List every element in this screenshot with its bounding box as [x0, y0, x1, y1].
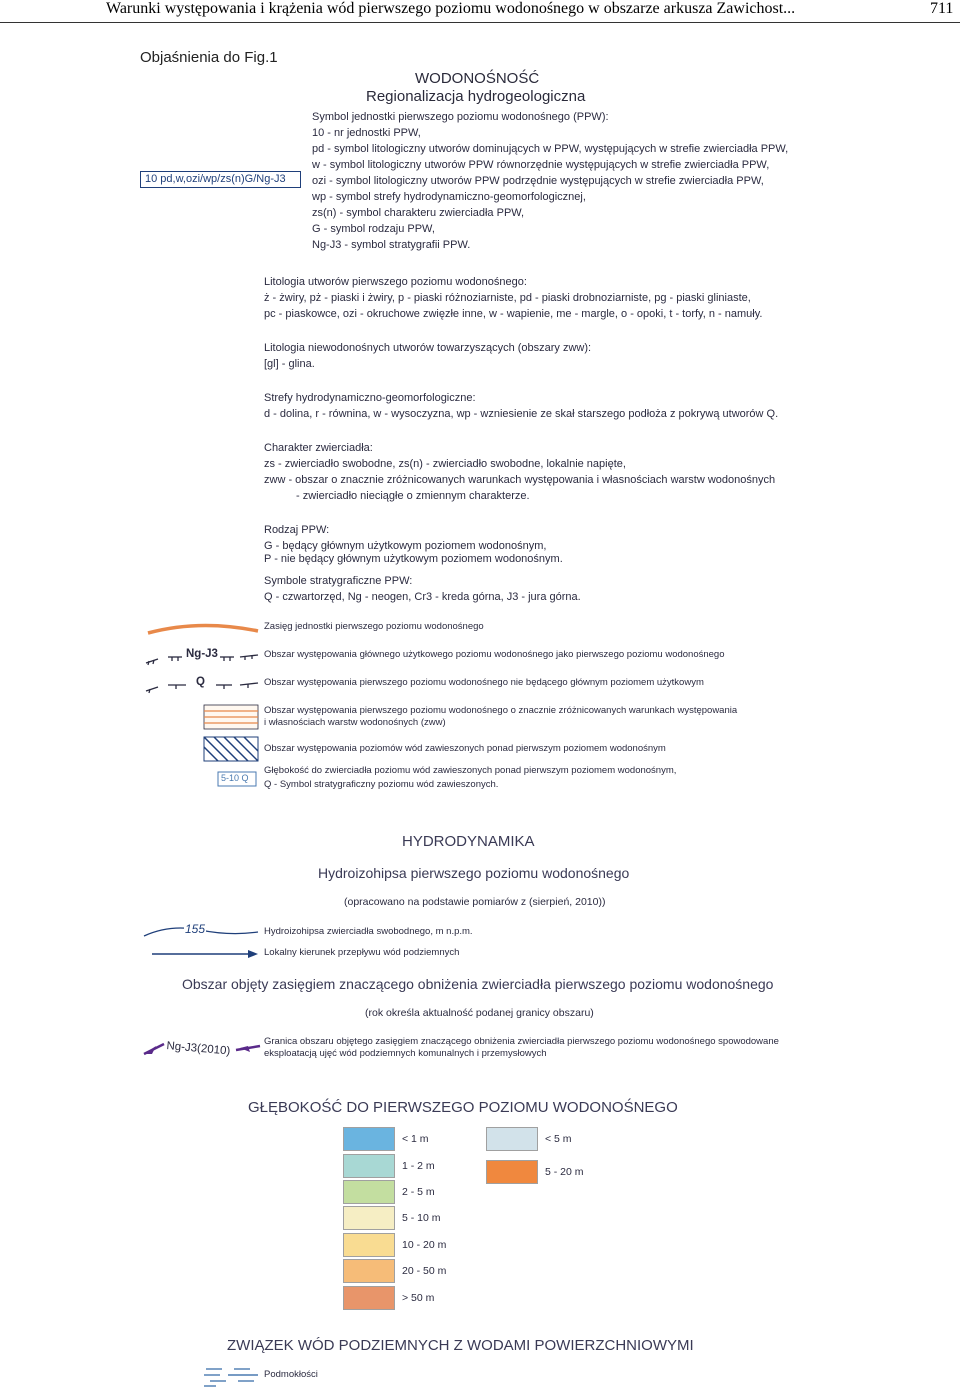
legend-symbol-ng-j3: Ng-J3: [186, 648, 218, 660]
symbol-line: Symbol jednostki pierwszego poziomu wodonośnego (PPW):: [312, 111, 609, 123]
lithology-line: pc - piaskowce, ozi - okruchowe zwięzłe inne, w - wapienie, me - margle, o - opoki, t - torfy, n - namuły.: [264, 308, 763, 320]
legend-symbol-perched-depth: 5-10 Q: [221, 773, 249, 783]
section-title-relation: ZWIĄZEK WÓD PODZIEMNYCH Z WODAMI POWIERZCHNIOWYMI: [227, 1337, 694, 1354]
strat-line: Symbole stratygraficzne PPW:: [264, 575, 413, 587]
zones-line: Strefy hydrodynamiczno-geomorfologiczne:: [264, 392, 476, 404]
depth-label: 20 - 50 m: [402, 1265, 447, 1278]
depth-label: 5 - 20 m: [545, 1165, 584, 1178]
flow-arrow-head-icon: [248, 950, 258, 958]
type-line: Rodzaj PPW:: [264, 524, 330, 536]
legend-text-perched: Obszar występowania poziomów wód zawieszonych ponad pierwszym poziomem wodonośnym: [264, 743, 666, 754]
depth-label: > 50 m: [402, 1291, 435, 1304]
depth-swatch: [343, 1180, 395, 1204]
water-table-line: - zwierciadło nieciągłe o zmiennym charakterze.: [296, 490, 530, 502]
depth-legend-item: [343, 1284, 446, 1310]
running-header-title: Warunki występowania i krążenia wód pierwszego poziomu wodonośnego w obszarze arkusza Zawichost...: [106, 0, 796, 17]
symbol-line: ozi - symbol litologiczny utworów PPW podrzędnie występujących w strefie zwierciadła PPW,: [312, 175, 764, 187]
symbol-explanation: [312, 109, 788, 253]
water-table-block: [264, 440, 775, 504]
flow-text: Lokalny kierunek przepływu wód podziemnych: [264, 947, 460, 958]
depth-label: 5 - 10 m: [402, 1212, 441, 1225]
depth-legend-left: [343, 1126, 446, 1311]
depth-legend-item: [343, 1152, 446, 1178]
depth-legend-item: [486, 1158, 584, 1184]
zww-area-icon: [204, 705, 258, 729]
depth-label: < 5 m: [545, 1133, 572, 1146]
depression-boundary-text-2: eksploatacją ujęć wód podziemnych komunalnych i przemysłowych: [264, 1048, 547, 1059]
depth-legend-item: [343, 1126, 446, 1152]
section-title-hydrodynamika: HYDRODYNAMIKA: [402, 833, 535, 850]
isohypse-value: 155: [185, 922, 206, 936]
depression-boundary-text: Granica obszaru objętego zasięgiem znaczącego obniżenia zwierciadła pierwszego poziomu wodonośnego spowodowane: [264, 1036, 779, 1047]
legend-text-zww: Obszar występowania pierwszego poziomu wodonośnego o znacznie zróżnicowanych warunkach występowania: [264, 705, 738, 716]
symbol-line: w - symbol litologiczny utworów PPW równorzędnie występujących w strefie zwierciadła PPW,: [312, 159, 770, 171]
depression-boundary-label: Ng-J3(2010): [165, 1040, 231, 1058]
depth-swatch: [343, 1206, 395, 1230]
lithology-block: [264, 274, 762, 322]
depression-title: Obszar objęty zasięgiem znaczącego obniżenia zwierciadła pierwszego poziomu wodonośnego: [182, 976, 774, 992]
nonaquifer-line: Litologia niewodonośnych utworów towarzyszących (obszary zww):: [264, 342, 592, 354]
zones-line: d - dolina, r - równina, w - wysoczyzna, wp - wzniesienie ze skał starszego podłoża z pokrywą utworów Q.: [264, 408, 779, 420]
isohypse-text: Hydroizohipsa zwierciadła swobodnego, m n.p.m.: [264, 926, 473, 937]
type-block: [264, 522, 563, 567]
depth-swatch: [343, 1127, 395, 1151]
legend-text-unit-boundary: Zasięg jednostki pierwszego poziomu wodonośnego: [264, 621, 484, 632]
type-line: G - będący głównym użytkowym poziomem wodonośnym,: [264, 540, 547, 552]
unit-boundary-icon: [148, 625, 258, 633]
zones-block: [264, 390, 778, 422]
hydrodynamika-subtitle: Hydroizohipsa pierwszego poziomu wodonośnego: [318, 865, 630, 881]
strat-line: Q - czwartorzęd, Ng - neogen, Cr3 - kreda górna, J3 - jura górna.: [264, 591, 581, 603]
legend-text-perched-depth: Głębokość do zwierciadła poziomu wód zawieszonych ponad pierwszym poziomem wodonośnym,: [264, 765, 677, 776]
depth-label: 2 - 5 m: [402, 1185, 435, 1198]
symbol-line: G - symbol rodzaju PPW,: [312, 223, 435, 235]
depth-swatch: [343, 1154, 395, 1178]
symbol-line: wp - symbol strefy hydrodynamiczno-geomorfologicznej,: [312, 191, 586, 203]
symbol-line: pd - symbol litologiczny utworów dominujących w PPW, występujących w strefie zwierciadła PPW,: [312, 143, 789, 155]
hydrodynamika-note: (opracowano na podstawie pomiarów z (sierpień, 2010)): [344, 896, 606, 908]
lithology-line: Litologia utworów pierwszego poziomu wodonośnego:: [264, 276, 527, 288]
depth-legend-item: [343, 1232, 446, 1258]
unit-symbol-box: [140, 171, 301, 188]
legend-symbol-q: Q: [196, 676, 205, 688]
depth-legend-item: [486, 1126, 584, 1152]
figure-caption: Objaśnienia do Fig.1: [140, 49, 278, 66]
symbol-line: Ng-J3 - symbol stratygrafii PPW.: [312, 239, 471, 251]
depth-label: < 1 m: [402, 1133, 429, 1146]
wetland-symbol: [200, 1364, 262, 1388]
unit-symbol-text: 10 pd,w,ozi/wp/zs(n)G/Ng-J3: [145, 173, 286, 185]
depth-legend-item: [343, 1205, 446, 1231]
nonaquifer-line: [gl] - glina.: [264, 358, 315, 370]
depth-legend-right: [486, 1126, 584, 1185]
type-line: P - nie będący głównym użytkowym poziomem wodonośnym.: [264, 553, 563, 565]
legend-text-zww-2: i własnościach warstw wodonośnych (zww): [264, 717, 446, 728]
wetland-text: Podmokłości: [264, 1369, 318, 1380]
perched-water-hatch-icon: [204, 737, 258, 761]
strat-block: [264, 573, 581, 605]
page-number: 711: [930, 0, 954, 17]
depth-swatch: [343, 1286, 395, 1310]
depth-legend-item: [343, 1179, 446, 1205]
section-subtitle-regionalizacja: Regionalizacja hydrogeologiczna: [366, 88, 586, 105]
depth-swatch: [343, 1259, 395, 1283]
section-title-depth: GŁĘBOKOŚĆ DO PIERWSZEGO POZIOMU WODONOŚNEGO: [248, 1099, 678, 1116]
legend-text-non-main-aquifer: Obszar występowania pierwszego poziomu wodonośnego nie będącego głównym poziomem użytkowym: [264, 677, 704, 688]
symbol-line: zs(n) - symbol charakteru zwierciadła PPW,: [312, 207, 525, 219]
lithology-line: ż - żwiry, pż - piaski i żwiry, p - piaski różnoziarniste, pd - piaski drobnoziarniste, pg - piaski gliniaste,: [264, 292, 751, 304]
wetland-icon: [204, 1369, 258, 1386]
symbol-line: 10 - nr jednostki PPW,: [312, 127, 421, 139]
depth-swatch: [343, 1233, 395, 1257]
water-table-line: Charakter zwierciadła:: [264, 442, 373, 454]
depth-swatch: [486, 1127, 538, 1151]
section-title-wodonosnosc: WODONOŚNOŚĆ: [415, 70, 540, 87]
depth-label: 10 - 20 m: [402, 1238, 447, 1251]
legend-text-perched-strat: Q - Symbol stratygraficzny poziomu wód zawieszonych.: [264, 779, 499, 790]
depth-swatch: [486, 1160, 538, 1184]
nonaquifer-block: [264, 340, 591, 372]
depth-legend-item: [343, 1258, 446, 1284]
water-table-line: zww - obszar o znacznie zróżnicowanych warunkach występowania i własnościach warstw wodonośnych: [264, 474, 776, 486]
water-table-line: zs - zwierciadło swobodne, zs(n) - zwierciadło swobodne, lokalnie napięte,: [264, 458, 626, 470]
legend-text-main-aquifer: Obszar występowania głównego użytkowego poziomu wodonośnego jako pierwszego poziomu wodonośnego: [264, 649, 725, 660]
depth-label: 1 - 2 m: [402, 1159, 435, 1172]
depression-note: (rok określa aktualność podanej granicy obszaru): [365, 1007, 594, 1019]
